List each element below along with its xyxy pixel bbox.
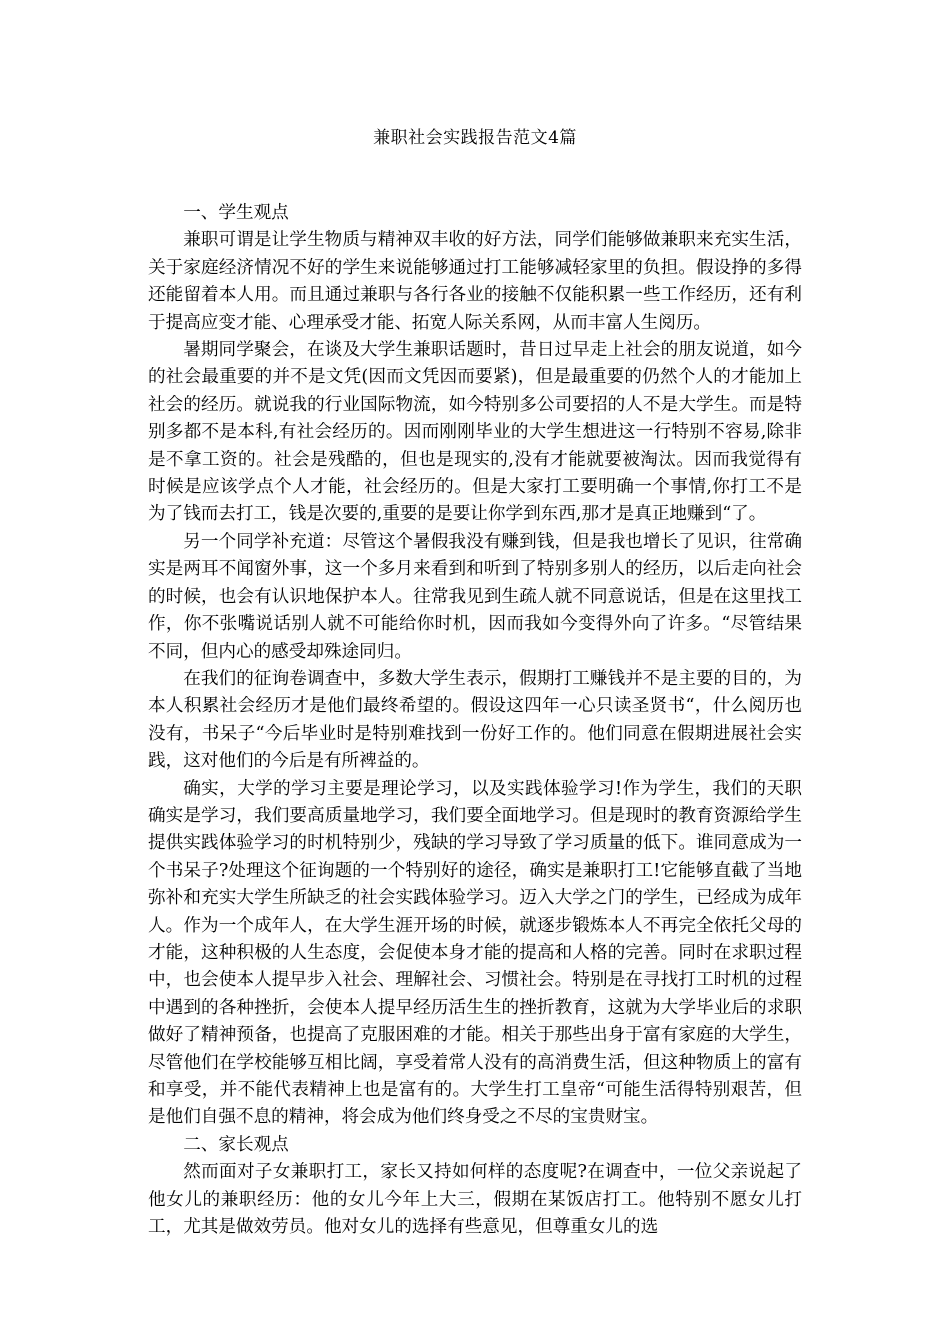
paragraph: 暑期同学聚会，在谈及大学生兼职话题时，昔日过早走上社会的朋友说道，如今的社会最重要的并不是文凭(因而文凭因而要紧)，但是最重要的仍然个人的才能加上社会的经历。就说我的行业国际物流，如今特别多公司要招的人不是大学生。而是特别多都不是本科,有社会经历的。因而刚刚毕业的大学生想进这一行特别不容易,除非是不拿工资的。社会是残酷的，但也是现实的,没有才能就要被淘汰。因而我觉得有时候是应该学点个人才能，社会经历的。但是大家打工要明确一个事情,你打工不是为了钱而去打工，钱是次要的,重要的是要让你学到东西,那才是真正地赚到“了。 [148,340,802,525]
document-body [148,200,802,1241]
paragraph: 然而面对子女兼职打工，家长又持如何样的态度呢?在调查中，一位父亲说起了他女儿的兼职经历：他的女儿今年上大三，假期在某饭店打工。他特别不愿女儿打工，尤其是做效劳员。他对女儿的选择有些意见，但尊重女儿的选 [148,1162,802,1238]
section-heading-student: 一、学生观点 [183,203,289,223]
paragraph: 兼职可谓是让学生物质与精神双丰收的好方法，同学们能够做兼职来充实生活，关于家庭经济情况不好的学生来说能够通过打工能够减轻家里的负担。假设挣的多得还能留着本人用。而且通过兼职与各行各业的接触不仅能积累一些工作经历，还有利于提高应变才能、心理承受才能、拓宽人际关系网，从而丰富人生阅历。 [148,230,802,333]
paragraph: 另一个同学补充道：尽管这个暑假我没有赚到钱，但是我也增长了见识，往常确实是两耳不闻窗外事，这一个多月来看到和听到了特别多别人的经历，以后走向社会的时候，也会有认识地保护本人。往常我见到生疏人就不同意说话，但是在这里找工作，你不张嘴说话别人就不可能给你时机，因而我如今变得外向了许多。“尽管结果不同，但内心的感受却殊途同归。 [148,531,802,662]
paragraph: 在我们的征询卷调查中，多数大学生表示，假期打工赚钱并不是主要的目的，为本人积累社会经历才是他们最终希望的。假设这四年一心只读圣贤书“，什么阅历也没有，书呆子“今后毕业时是特别难找到一份好工作的。他们同意在假期进展社会实践，这对他们的今后是有所裨益的。 [148,668,802,772]
document-title: 兼职社会实践报告范文4篇 [373,128,577,148]
paragraph: 确实，大学的学习主要是理论学习，以及实践体验学习!作为学生，我们的天职确实是学习，我们要高质量地学习，我们要全面地学习。但是现时的教育资源给学生提供实践体验学习的时机特别少，残缺的学习导致了学习质量的低下。谁同意成为一个书呆子?处理这个征询题的一个特别好的途径，确实是兼职打工!它能够直截了当地弥补和充实大学生所缺乏的社会实践体验学习。迈入大学之门的学生，已经成为成年人。作为一个成年人，在大学生涯开场的时候，就逐步锻炼本人不再完全依托父母的才能，这种积极的人生态度，会促使本身才能的提高和人格的完善。同时在求职过程中，也会使本人提早步入社会、理解社会、习惯社会。特别是在寻找打工时机的过程中遇到的各种挫折，会使本人提早经历活生生的挫折教育，这就为大学毕业后的求职做好了精神预备，也提高了克服困难的才能。相关于那些出身于富有家庭的大学生，尽管他们在学校能够互相比阔，享受着常人没有的高消费生活，但这种物质上的富有和享受，并不能代表精神上也是富有的。大学生打工皇帝“可能生活得特别艰苦，但是他们自强不息的精神，将会成为他们终身受之不尽的宝贵财宝。 [148,778,802,1128]
section-heading-parent: 二、家长观点 [183,1134,289,1155]
